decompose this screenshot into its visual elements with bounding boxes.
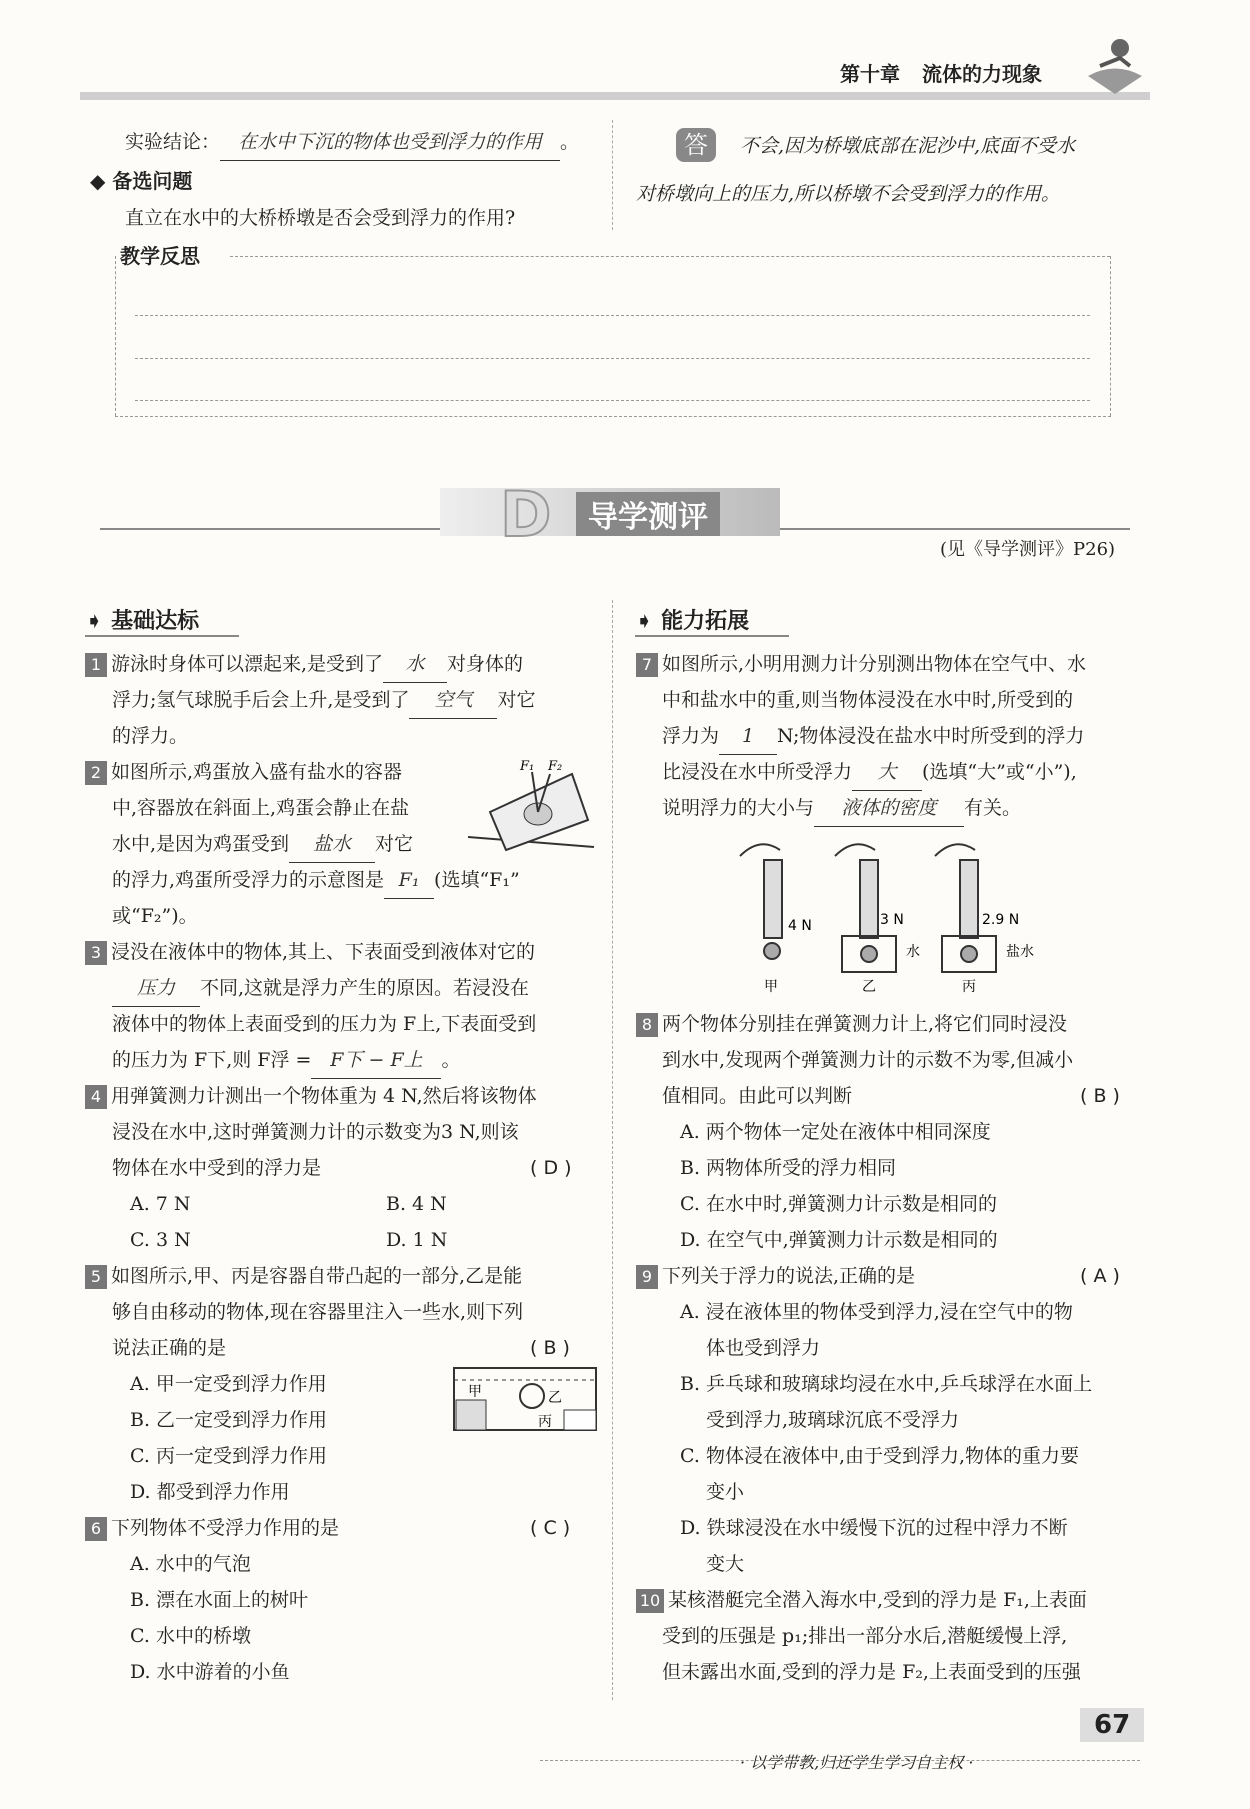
q4-text: 用弹簧测力计测出一个物体重为 4 N,然后将该物体 [111, 1085, 537, 1107]
q3-text: 。 [441, 1049, 461, 1071]
q1-text: 浮力;氢气球脱手后会上升,是受到了 [112, 689, 410, 711]
figure-label-yi: 乙 [548, 1390, 562, 1406]
q1-line3: 的浮力。 [112, 725, 189, 747]
q8-text: 两个物体分别挂在弹簧测力计上,将它们同时浸没 [662, 1013, 1068, 1035]
q7-text: 有关。 [964, 797, 1022, 819]
question-number: 8 [636, 1013, 658, 1037]
basic-section-title: 基础达标 [111, 609, 200, 634]
chapter-number: 第十章 [840, 62, 900, 86]
question-number: 9 [636, 1265, 658, 1289]
question-number: 4 [85, 1085, 107, 1109]
section-title: 导学测评 [576, 492, 720, 536]
q4-line1 [85, 1078, 537, 1114]
q9-line1 [636, 1258, 915, 1294]
q1-blank-1: 水 [383, 646, 447, 683]
column-divider-top [612, 120, 613, 230]
figure-reading-3: 2.9 N [982, 912, 1020, 928]
arrow-icon: ➧ [635, 609, 654, 634]
q6-option: D. 水中游着的小鱼 [130, 1661, 290, 1683]
question-number: 7 [636, 653, 658, 677]
q3-text: 浸没在液体中的物体,其上、下表面受到液体对它的 [111, 941, 536, 963]
q7-text: 说明浮力的大小与 [662, 797, 815, 819]
q3-blank-2: F下 − F上 [311, 1042, 441, 1079]
header-rule [80, 92, 1150, 100]
section-letter: D [500, 478, 552, 551]
q2-text: (选填“F₁” [434, 869, 520, 891]
figure-label-a: 甲 [764, 979, 778, 995]
q10-line3: 但未露出水面,受到的浮力是 F₂,上表面受到的压强 [662, 1661, 1081, 1683]
conclusion-end: 。 [560, 131, 580, 153]
q7-text: 如图所示,小明用测力计分别测出物体在空气中、水 [662, 653, 1087, 675]
q4-option: D. 1 N [386, 1229, 448, 1251]
q1-blank-2: 空气 [409, 682, 497, 719]
experiment-conclusion [125, 124, 579, 161]
q5-option: D. 都受到浮力作用 [130, 1481, 290, 1503]
q1-line1 [85, 646, 523, 683]
q8-answer: ( B ) [1080, 1085, 1120, 1107]
q5-line3: 说法正确的是 [112, 1337, 227, 1359]
chapter-title: 流体的力现象 [922, 62, 1042, 86]
q5-line2: 够自由移动的物体,现在容器里注入一些水,则下列 [112, 1301, 524, 1323]
answer-badge: 答 [676, 128, 716, 162]
q1-line2 [112, 682, 535, 719]
q7-blank-2: 大 [852, 754, 922, 791]
reflection-right-rule [1110, 256, 1111, 416]
answer-line-1: 不会,因为桥墩底部在泥沙中,底面不受水 [740, 135, 1076, 157]
spring-scale-figure [720, 836, 1080, 996]
figure-label-bing: 丙 [538, 1414, 552, 1430]
q7-text: N;物体浸没在盐水中时所受到的浮力 [777, 725, 1085, 747]
q3-line2 [112, 970, 529, 1007]
q2-blank-1: 盐水 [289, 826, 375, 863]
q4-line2: 浸没在水中,这时弹簧测力计的示数变为3 N,则该 [112, 1121, 519, 1143]
q4-line3: 物体在水中受到的浮力是 [112, 1157, 322, 1179]
q8-option: C. 在水中时,弹簧测力计示数是相同的 [680, 1193, 997, 1215]
q8-option: D. 在空气中,弹簧测力计示数是相同的 [680, 1229, 998, 1251]
figure-label-jia: 甲 [468, 1384, 482, 1400]
conclusion-answer: 在水中下沉的物体也受到浮力的作用 [220, 124, 560, 161]
q9-option: B. 乒乓球和玻璃球均浸在水中,乒乓球浮在水面上 [680, 1373, 1093, 1395]
q7-line4 [662, 754, 1077, 791]
q6-line1 [85, 1510, 339, 1546]
question-number: 1 [85, 653, 107, 677]
figure-label-c: 丙 [962, 979, 976, 995]
q1-text: 对身体的 [447, 653, 524, 675]
conclusion-label: 实验结论： [125, 131, 221, 153]
reflection-line [135, 358, 1090, 359]
q9-option-cont: 变小 [706, 1481, 745, 1503]
alt-question: 直立在水中的大桥桥墩是否会受到浮力的作用? [125, 207, 516, 229]
q6-text: 下列物体不受浮力作用的是 [111, 1517, 340, 1539]
q6-option: B. 漂在水面上的树叶 [130, 1589, 309, 1611]
page-number: 67 [1080, 1708, 1144, 1742]
reflection-top-rule [230, 256, 1110, 257]
q9-option-cont: 受到浮力,玻璃球沉底不受浮力 [706, 1409, 960, 1431]
q3-line1 [85, 934, 535, 970]
q7-blank-3: 液体的密度 [814, 790, 964, 827]
q10-line1 [636, 1582, 1087, 1618]
egg-incline-figure [468, 752, 594, 852]
container-figure [452, 1366, 598, 1432]
q7-line1 [636, 646, 1086, 682]
alt-question-tag: ◆ 备选问题 [90, 169, 193, 193]
q2-line5: 或“F₂”)。 [112, 905, 198, 927]
figure-label-f2: F₂ [548, 759, 563, 774]
advanced-section-header [635, 604, 789, 637]
q1-text: 游泳时身体可以漂起来,是受到了 [111, 653, 384, 675]
figure-label-f1: F₁ [520, 759, 535, 774]
q3-text: 的压力为 F下,则 F浮 = [112, 1049, 312, 1071]
q3-blank-1: 压力 [112, 970, 200, 1007]
q7-line2: 中和盐水中的重,则当物体浸没在水中时,所受到的 [662, 689, 1074, 711]
arrow-icon: ➧ [85, 609, 104, 634]
q9-text: 下列关于浮力的说法,正确的是 [662, 1265, 916, 1287]
question-number: 5 [85, 1265, 107, 1289]
column-divider [612, 600, 613, 1700]
q9-option-cont: 变大 [706, 1553, 745, 1575]
q8-line1 [636, 1006, 1067, 1042]
answer-line-2: 对桥墩向上的压力,所以桥墩不会受到浮力的作用。 [636, 183, 1061, 205]
q2-text: 如图所示,鸡蛋放入盛有盐水的容器 [111, 761, 403, 783]
q2-line2: 中,容器放在斜面上,鸡蛋会静止在盐 [112, 797, 410, 819]
q7-text: 比浸没在水中所受浮力 [662, 761, 853, 783]
q7-text: 浮力为 [662, 725, 720, 747]
question-number: 3 [85, 941, 107, 965]
q6-option: A. 水中的气泡 [130, 1553, 251, 1575]
q9-option-cont: 体也受到浮力 [706, 1337, 821, 1359]
footer-motto: · 以学带教,归还学生学习自主权 · [740, 1753, 974, 1772]
q8-option: B. 两物体所受的浮力相同 [680, 1157, 897, 1179]
q6-option: C. 水中的桥墩 [130, 1625, 251, 1647]
section-reference: (见《导学测评》P26) [940, 539, 1116, 560]
q8-line2: 到水中,发现两个弹簧测力计的示数不为零,但减小 [662, 1049, 1074, 1071]
q9-answer: ( A ) [1080, 1265, 1120, 1287]
q9-option: D. 铁球浸没在水中缓慢下沉的过程中浮力不断 [680, 1517, 1068, 1539]
q3-line4 [112, 1042, 460, 1079]
figure-reading-1: 4 N [788, 918, 812, 934]
question-number: 6 [85, 1517, 107, 1541]
q7-blank-1: 1 [719, 718, 777, 755]
reflection-label: 教学反思 [120, 244, 200, 268]
q8-option: A. 两个物体一定处在液体中相同深度 [680, 1121, 991, 1143]
question-number: 10 [636, 1589, 664, 1613]
q2-text: 对它 [375, 833, 414, 855]
q8-line3: 值相同。由此可以判断 [662, 1085, 853, 1107]
q2-line4 [112, 862, 520, 899]
alt-question-tag-label: 备选问题 [112, 169, 193, 193]
q9-option: A. 浸在液体里的物体受到浮力,浸在空气中的物 [680, 1301, 1073, 1323]
figure-label-water: 水 [906, 944, 920, 960]
q6-answer: ( C ) [530, 1517, 571, 1539]
q2-text: 水中,是因为鸡蛋受到 [112, 833, 290, 855]
figure-label-b: 乙 [862, 979, 876, 995]
basic-section-header [85, 604, 239, 637]
q2-line1 [85, 754, 402, 790]
reflection-line [135, 315, 1090, 316]
figure-label-saltwater: 盐水 [1006, 944, 1034, 960]
q5-option: C. 丙一定受到浮力作用 [130, 1445, 327, 1467]
q10-line2: 受到的压强是 p₁;排出一部分水后,潜艇缓慢上浮, [662, 1625, 1068, 1647]
reflection-line [135, 400, 1090, 401]
q5-answer: ( B ) [530, 1337, 570, 1359]
q2-text: 的浮力,鸡蛋所受浮力的示意图是 [112, 869, 385, 891]
q5-option: B. 乙一定受到浮力作用 [130, 1409, 328, 1431]
advanced-section-title: 能力拓展 [661, 609, 750, 634]
q9-option: C. 物体浸在液体中,由于受到浮力,物体的重力要 [680, 1445, 1080, 1467]
q4-answer: ( D ) [530, 1157, 572, 1179]
q7-text: (选填“大”或“小”), [922, 761, 1077, 783]
reflection-left-rule [115, 256, 116, 416]
q1-text: 对它 [497, 689, 536, 711]
q10-text: 某核潜艇完全潜入海水中,受到的浮力是 F₁,上表面 [668, 1589, 1087, 1611]
book-logo-icon [1080, 36, 1150, 96]
chapter-header [840, 58, 1064, 87]
q5-text: 如图所示,甲、丙是容器自带凸起的一部分,乙是能 [111, 1265, 523, 1287]
question-number: 2 [85, 761, 107, 785]
q3-line3: 液体中的物体上表面受到的压力为 F上,下表面受到 [112, 1013, 537, 1035]
figure-reading-2: 3 N [880, 912, 904, 928]
q7-line5 [662, 790, 1021, 827]
q7-line3 [662, 718, 1084, 755]
q5-option: A. 甲一定受到浮力作用 [130, 1373, 327, 1395]
reflection-bottom-rule [115, 416, 1111, 417]
q2-line3 [112, 826, 413, 863]
q4-option: A. 7 N [130, 1193, 191, 1215]
q5-line1 [85, 1258, 522, 1294]
q4-option: B. 4 N [386, 1193, 447, 1215]
q3-text: 不同,这就是浮力产生的原因。若浸没在 [200, 977, 530, 999]
q2-blank-2: F₁ [384, 862, 434, 899]
q4-option: C. 3 N [130, 1229, 191, 1251]
